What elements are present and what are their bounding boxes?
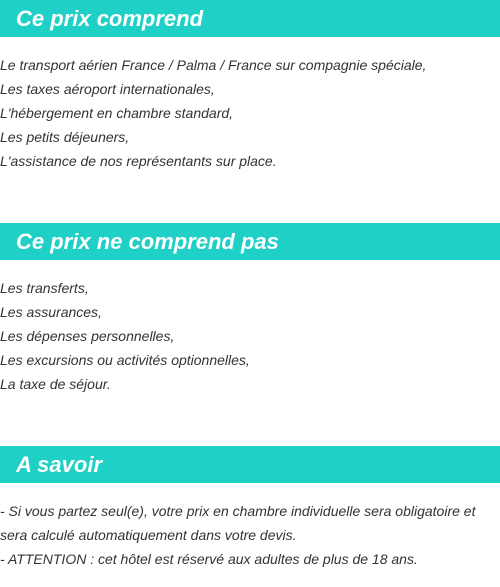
list-item: Les dépenses personnelles, (0, 328, 175, 344)
list-item: Les transferts, (0, 280, 89, 296)
list-item: Les taxes aéroport internationales, (0, 81, 215, 97)
section-not-included (0, 223, 500, 392)
list-item: L'assistance de nos représentants sur place. (0, 153, 277, 169)
section-header-not-included: Ce prix ne comprend pas (0, 223, 500, 260)
not-included-list (0, 276, 250, 396)
list-item: Les excursions ou activités optionnelles, (0, 352, 250, 368)
section-included (0, 0, 500, 169)
section-good-to-know (0, 446, 500, 567)
note-paragraph-single-room: - Si vous partez seul(e), votre prix en chambre individuelle sera obligatoire et sera calculé automatiquement dans votre devis. (0, 503, 476, 543)
note-paragraph-adults-only: - ATTENTION : cet hôtel est réservé aux adultes de plus de 18 ans. (0, 551, 418, 567)
section-header-good-to-know: A savoir (0, 446, 500, 483)
good-to-know-body (0, 499, 498, 571)
section-header-included: Ce prix comprend (0, 0, 500, 37)
list-item: La taxe de séjour. (0, 376, 111, 392)
included-list (0, 53, 426, 173)
list-item: Les petits déjeuners, (0, 129, 130, 145)
list-item: Le transport aérien France / Palma / France sur compagnie spéciale, (0, 57, 427, 73)
list-item: L'hébergement en chambre standard, (0, 105, 234, 121)
list-item: Les assurances, (0, 304, 102, 320)
